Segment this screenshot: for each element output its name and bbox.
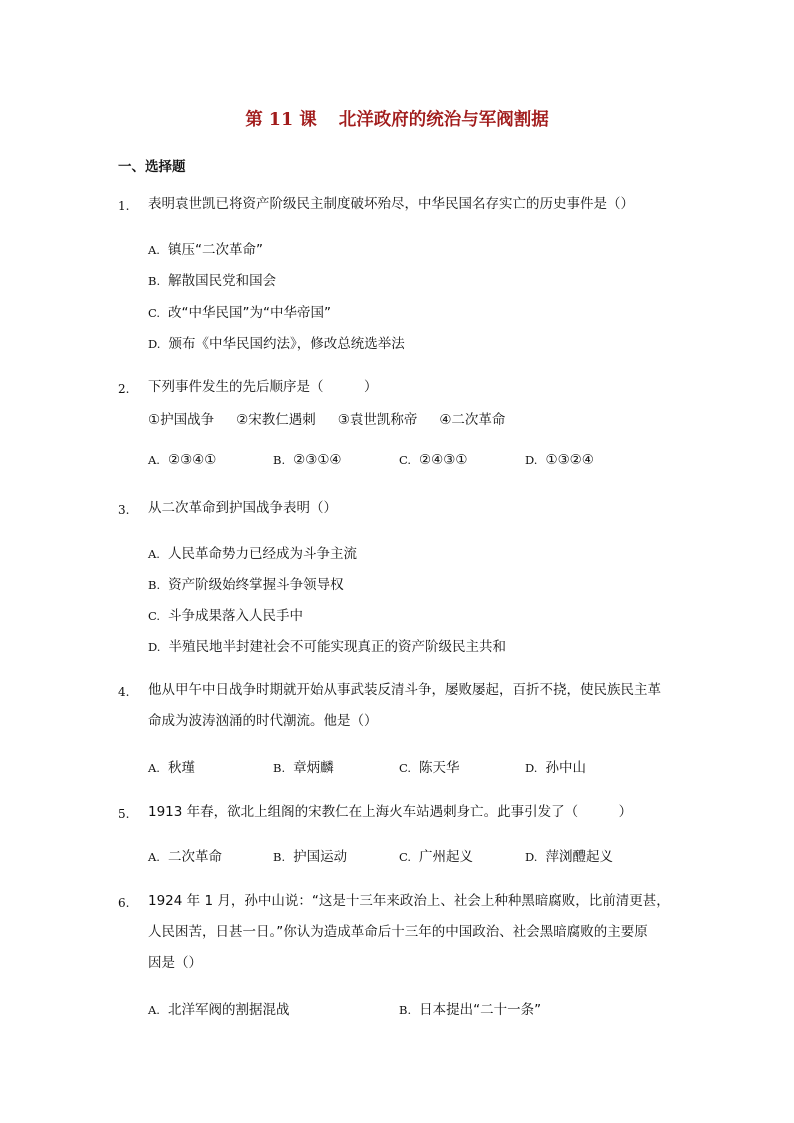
option-a[interactable]: A. 镇压“二次革命” [148, 242, 263, 258]
question-text: 表明袁世凯已将资产阶级民主制度破坏殆尽，中华民国名存实亡的历史事件是（） [148, 196, 634, 212]
option-c[interactable]: C. 斗争成果落入人民手中 [148, 608, 304, 624]
question-text-line: 人民困苦，日甚一日。”你认为造成革命后十三年的中国政治、社会黑暗腐败的主要原 [148, 924, 648, 940]
question-text-line: 他从甲午中日战争时期就开始从事武装反清斗争，屡败屡起，百折不挠，使民族民主革 [148, 682, 661, 698]
question-number: 4. [118, 685, 130, 699]
option-b[interactable]: B. ②③①④ [273, 452, 342, 468]
option-b[interactable]: B. 护国运动 [273, 849, 348, 865]
option-b[interactable]: B. 解散国民党和国会 [148, 273, 277, 289]
option-c[interactable]: C. 改“中华民国”为“中华帝国” [148, 305, 332, 321]
question-number: 6. [118, 896, 130, 910]
section-heading: 一、选择题 [118, 159, 186, 175]
question-text: 从二次革命到护国战争表明（） [148, 500, 337, 516]
page-title [0, 106, 794, 131]
question-1 [118, 189, 688, 220]
question-5 [118, 797, 688, 828]
lesson-number: 第 11 课 [245, 110, 317, 130]
option-c[interactable]: C. ②④③① [399, 452, 468, 468]
question-2 [118, 372, 688, 403]
lesson-topic: 北洋政府的统治与军阀割据 [338, 110, 549, 130]
option-d[interactable]: D. ①③②④ [525, 452, 594, 468]
question-number: 3. [118, 503, 130, 517]
question-number: 2. [118, 382, 130, 396]
option-a[interactable]: A. 人民革命势力已经成为斗争主流 [148, 546, 357, 562]
option-c[interactable]: C. 广州起义 [399, 849, 474, 865]
option-b[interactable]: B. 资产阶级始终掌握斗争领导权 [148, 577, 344, 593]
event-item: ③袁世凯称帝 [337, 412, 418, 428]
option-c[interactable]: C. 陈天华 [399, 760, 460, 776]
question-text-line: 命成为波涛汹涌的时代潮流。他是（） [148, 713, 378, 729]
question-text: 下列事件发生的先后顺序是（ ） [148, 379, 378, 395]
event-item: ④二次革命 [439, 412, 506, 428]
option-a[interactable]: A. ②③④① [148, 452, 217, 468]
option-a[interactable]: A. 秋瑾 [148, 760, 195, 776]
event-item: ②宋教仁遇刺 [236, 412, 316, 428]
question-text: 1913 年春，欲北上组阁的宋教仁在上海火车站遇刺身亡。此事引发了（ ） [148, 804, 633, 820]
option-b[interactable]: B. 日本提出“二十一条” [399, 1002, 542, 1018]
question-4 [118, 675, 688, 737]
option-d[interactable]: D. 萍浏醴起义 [525, 849, 613, 865]
question-text-line: 因是（） [148, 955, 202, 971]
question-6 [118, 886, 688, 979]
event-list [148, 408, 527, 428]
question-number: 1. [118, 199, 130, 213]
option-b[interactable]: B. 章炳麟 [273, 760, 334, 776]
event-item: ①护国战争 [148, 412, 215, 428]
question-number: 5. [118, 807, 130, 821]
option-d[interactable]: D. 颁布《中华民国约法》，修改总统选举法 [148, 336, 405, 352]
option-d[interactable]: D. 半殖民地半封建社会不可能实现真正的资产阶级民主共和 [148, 639, 506, 655]
question-text-line: 1924 年 1 月，孙中山说：“这是十三年来政治上、社会上种种黑暗腐败，比前清更甚， [148, 893, 670, 909]
option-a[interactable]: A. 二次革命 [148, 849, 222, 865]
question-3 [118, 493, 688, 524]
option-a[interactable]: A. 北洋军阀的割据混战 [148, 1002, 290, 1018]
option-d[interactable]: D. 孙中山 [525, 760, 586, 776]
